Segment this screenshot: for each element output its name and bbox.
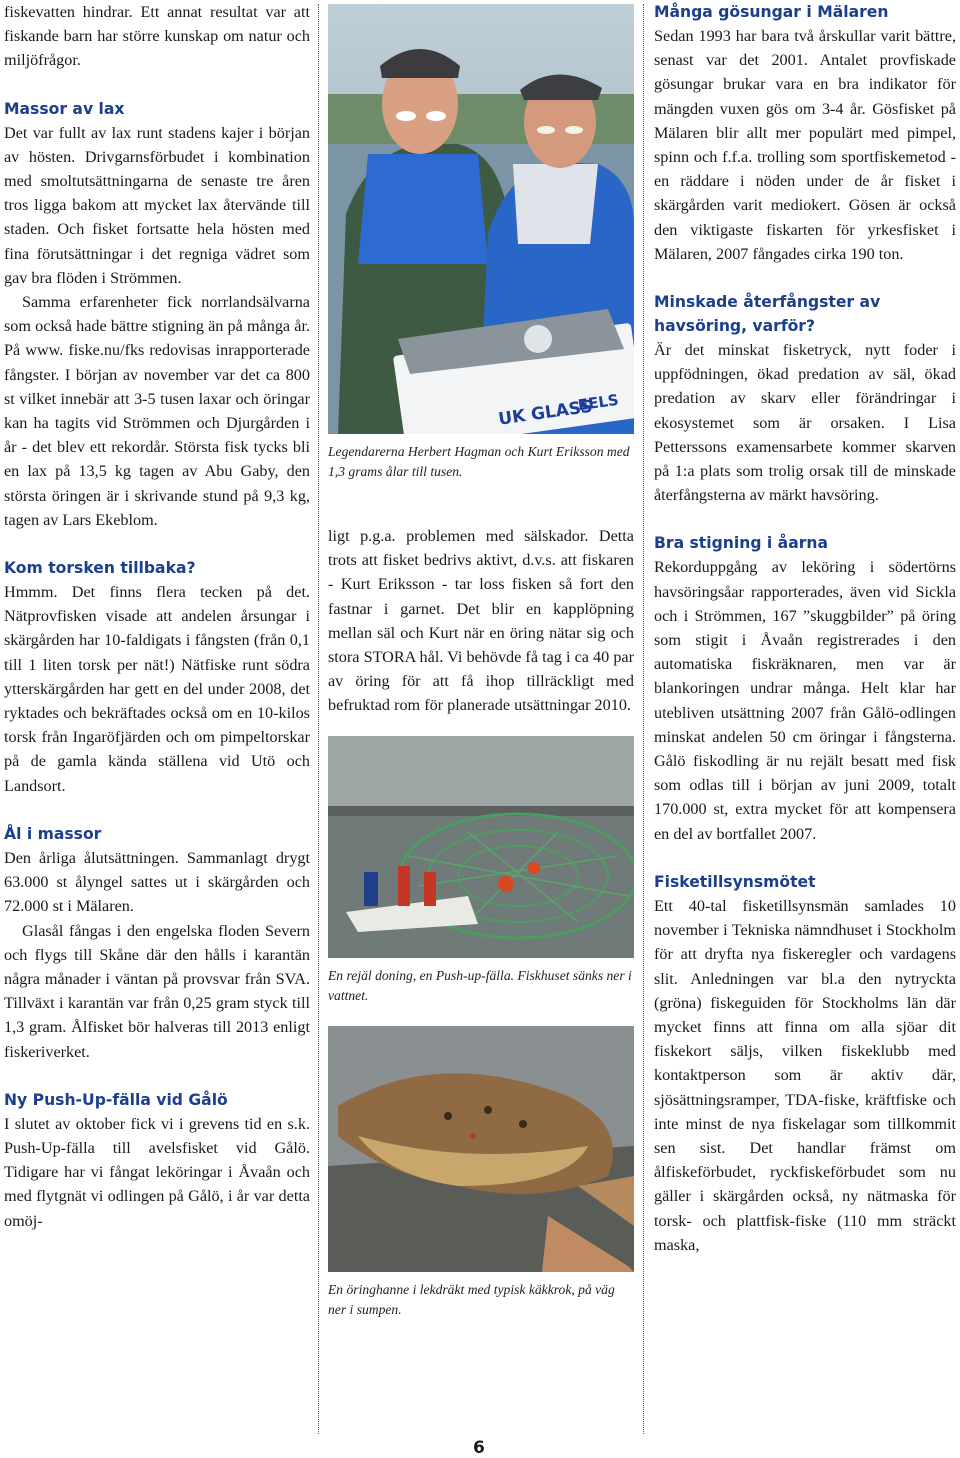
photo-trout-svg [328,1026,634,1272]
paragraph-lax-1: Det var fullt av lax runt stadens kajer i början av hösten. Drivgarnsförbudet i kombination med smoltutsättningarna de senaste tre åren tros ligga bakom att mycket lax återvände till staden. Och fisket fortsatte hela hösten med fina förutsättningar i det regniga vädret som gav bra flöden i Strömmen. [4,123,310,287]
paragraph-intro: fiskevatten hindrar. Ett annat resultat var att fiskande barn har större kunskap om natur och miljöfrågor. [4,3,310,70]
box-label-eels: EELS [576,390,620,415]
photo-fishermen [328,4,634,434]
paragraph-al-1: Den årliga ålutsättningen. Sammanlagt drygt 63.000 st ålyngel sattes ut i skärgården och 72.000 st i Mälaren. [4,848,310,916]
heading-bra-stigning: Bra stigning i åarna [654,534,829,553]
photo-push-up-trap [328,736,634,958]
column-left [4,0,310,1233]
photo-fishermen-svg [328,4,634,434]
page-number: 6 [473,1438,485,1458]
paragraph-fisketillsyn: Ett 40-tal fisketillsynsmän samlades 10 november i Tekniska nämndhuset i Stockholm för att dryfta nya fiskeregler och vardagens slit. Anledningen var bl.a den nytryckta (gröna) fiskeguiden för Stockholms län där mycket finns att finna om alla sjöar dit fiskekort säljs, vilken fiskeklubb med kontaktperson som är aktiv där, sjösättningsramper, TDA-fiske, kräftfiske och inte minst de nya fiskelagar som tillkommit sen sist. Det handlar främst om ålfiskeförbudet, ryckfiskeförbudet som nu gäller i skärgården också, ny nätmaska för torsk- och plattfisk-fiske (110 mm sträckt maska, [654,896,956,1254]
box-label-uk-glass: UK GLASS [497,396,594,430]
paragraph-havsoring: Är det minskat fisketryck, nytt foder i uppfödningen, ökad predation av säl, ökad predation av skarv eller förändringar i ekosystemet som är orsaken. I Lisa Petterssons examensarbete kommer skarven på 1:a plats som trolig orsak till de minskade återfångsterna av märkt havsöring. [654,341,956,505]
paragraph-al-2: Glasål fångas i den engelska floden Severn och flygs till Skåne där den hålls i karantän några månader i väntan på provsvar från SVA. Tillväxt i karantän var från 0,25 gram styck till 1,3 gram. Ålfisket bör halveras till 2013 enligt fiskeriverket. [4,921,310,1061]
caption-fishermen: Legendarerna Herbert Hagman och Kurt Eriksson med 1,3 grams ålar till tusen. [328,444,630,479]
heading-al-i-massor: Ål i massor [4,824,102,843]
paragraph-lax-2: Samma erfarenheter fick norrlandsälvarna som också hade bättre stigning än på många år. På www. fiske.nu/fks redovisas inrapporterade fångster. I början av november var det ca 800 st vilket innebär att 3-5 tusen laxar och öringar kan ha tagits vid Strömmen och Djurgården i år - det blev ett rekordår. Största fisk tycks bli en lax på 13,5 kg tagen av Abu Gaby, den största öringen är i skrivande stund på 9,3 kg, tagen av Lars Ekeblom. [4,293,310,529]
heading-push-up-falla: Ny Push-Up-fälla vid Gålö [4,1090,228,1109]
column-divider-left [318,4,319,1434]
caption-push-up-trap: En rejäl doning, en Push-up-fälla. Fiskhuset sänks ner i vattnet. [328,967,632,1003]
column-right [654,0,956,1257]
caption-trout: En öringhanne i lekdräkt med typisk käkkrok, på väg ner i sumpen. [328,1281,615,1317]
paragraph-continued: ligt p.g.a. problemen med sälskador. Detta trots att fisket bedrivs aktivt, d.v.s. att fiskaren - Kurt Eriksson - tar loss fisken så fort den fastnar i garnet. Det blir en kapplöpning mellan säl och Kurt när en öring nätar sig och stora STORA hål. Vi behövde få tag i ca 40 par av öring för att få ihop tillräckligt med befruktad rom för planerade utsättningar 2010. [328,527,634,715]
paragraph-stigning: Rekorduppgång av leköring i södertörns havsöringsåar rapporterades, även vid Sickla och i Strömmen, 167 ”skuggbilder” på öring som stigit i Åvaån registrerades i den automatiska fiskräknaren, men var är blankoringen undrar många. Helt klar har utebliven utsättning 2007 från Gålö-odlingen minskat andelen 50 cm öringar i fångsterna. Gålö fiskodling är nu rejält besatt med fisk som odlas till i början av juni 2009, totalt 170.000 st, extra mycket för att kompensera en del av bortfallet 2007. [654,558,956,843]
column-divider-right [643,4,644,1434]
heading-fisketillsyn: Fisketillsynsmötet [654,872,816,891]
paragraph-push-up: I slutet av oktober fick vi i grevens tid en s.k. Push-Up-fälla till avelsfisket vid Gålö. Tidigare har vi fångat leköringar i Åvaån och med flytgnät vi odlingen på Gålö, i år var detta omöj- [4,1114,310,1230]
heading-havsoring: Minskade återfångster av havsöring, varför? [654,293,881,336]
photo-push-up-trap-svg [328,736,634,958]
heading-gosungar: Många gösungar i Mälaren [654,3,889,21]
heading-kom-torsken: Kom torsken tillbaka? [4,559,196,578]
paragraph-gos: Sedan 1993 har bara två årskullar varit bättre, senast var det 2001. Antalet provfiskade gösungar brukar vara en bra indikator för mängden vuxen gös om 3-4 år. Gösfisket på Mälaren blir allt mer populärt med pimpel, spinn och f.f.a. trolling som sportfiskemetod - en räddare i nöden under de år fisket i skärgården varit mediokert. Gösen är också den viktigaste fiskarten för yrkesfisket i Mälaren, 2007 fångades cirka 190 ton. [654,27,956,263]
heading-massor-av-lax: Massor av lax [4,99,125,118]
photo-trout [328,1026,634,1272]
column-middle [328,0,634,1320]
paragraph-torsk: Hmmm. Det finns flera tecken på det. Nätprovfisken visade att andelen årsungar i skärgården har 10-faldigats i fångsten (från 0,1 till 1 liten torsk per nät!) Nätfiske runt södra ytterskärgården har gett en del under 2008, det ryktades och bekräftades också om en 10-kilos torsk från Ingaröfjärden och om pimpeltorskar på de gamla kända ställena vid Utö och Landsort. [4,583,310,795]
